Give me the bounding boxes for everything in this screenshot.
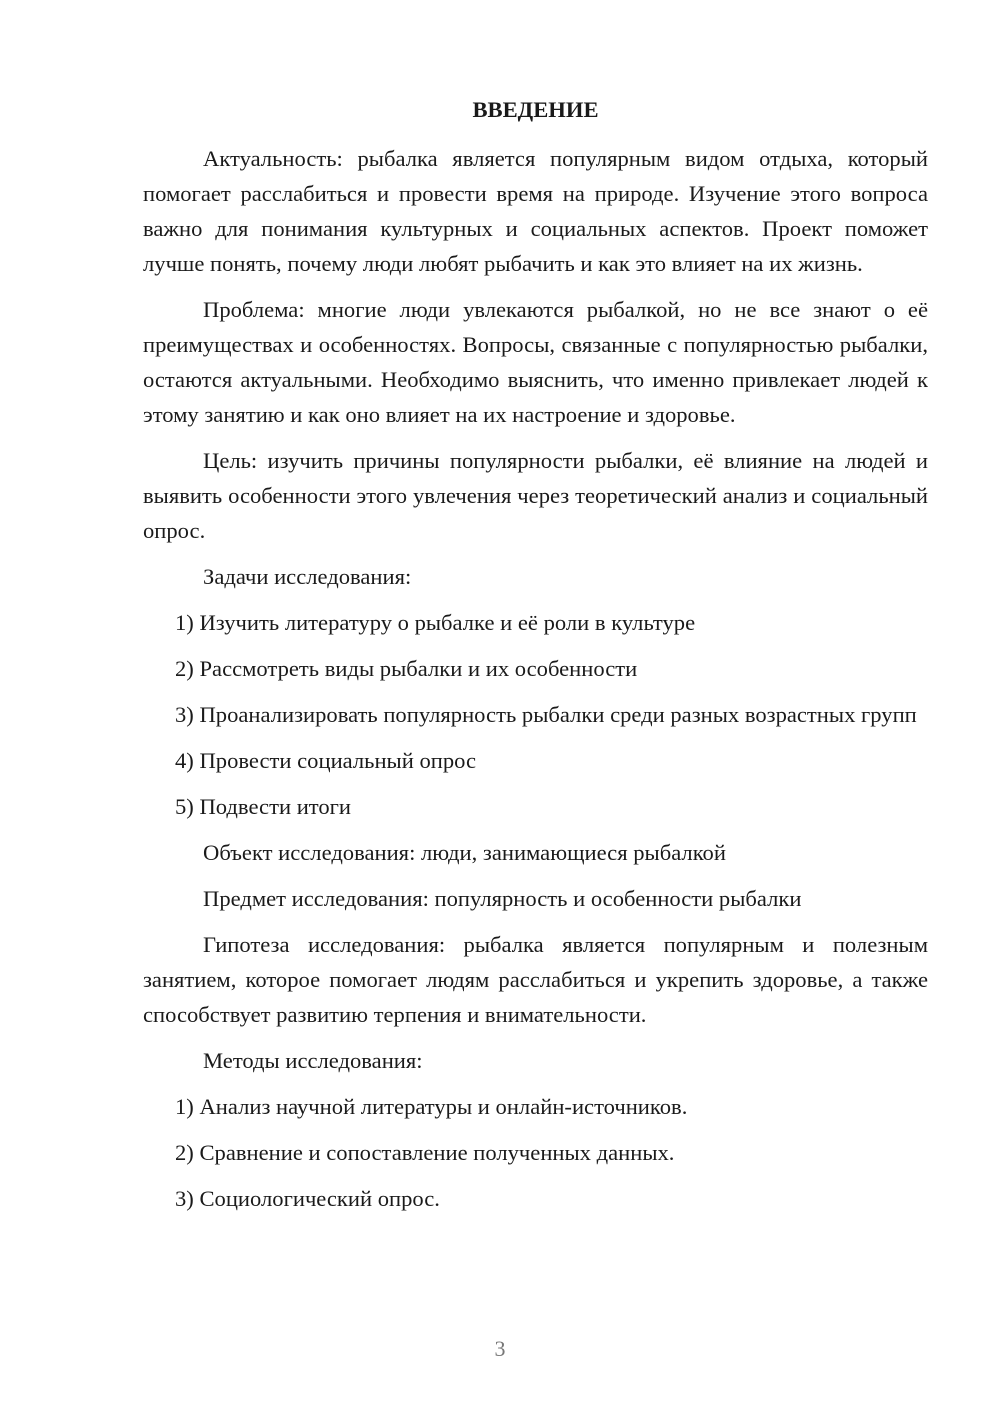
page-number: 3 xyxy=(494,1336,506,1361)
method-item-1: 1) Анализ научной литературы и онлайн-источников. xyxy=(175,1094,688,1119)
task-item-4: 4) Провести социальный опрос xyxy=(175,748,477,773)
research-subject: Предмет исследования: популярность и особенности рыбалки xyxy=(203,886,802,911)
task-item-3: 3) Проанализировать популярность рыбалки среди разных возрастных групп xyxy=(175,702,917,727)
task-item-5: 5) Подвести итоги xyxy=(175,794,352,819)
methods-title: Методы исследования: xyxy=(203,1048,423,1073)
problem-paragraph: Проблема: многие люди увлекаются рыбалкой, но не все знают о её преимуществах и особенностях. Вопросы, связанные с популярностью рыбалки, остаются актуальными. Необходимо выяснить, что именно привлекает людей к этому занятию и как оно влияет на их настроение и здоровье. xyxy=(143,297,928,427)
goal-paragraph: Цель: изучить причины популярности рыбалки, её влияние на людей и выявить особенности этого увлечения через теоретический анализ и социальный опрос. xyxy=(143,448,928,543)
section-heading: ВВЕДЕНИЕ xyxy=(472,97,599,122)
method-item-3: 3) Социологический опрос. xyxy=(175,1186,440,1211)
task-item-2: 2) Рассмотреть виды рыбалки и их особенности xyxy=(175,656,638,681)
hypothesis-paragraph: Гипотеза исследования: рыбалка является популярным и полезным занятием, которое помогает людям расслабиться и укрепить здоровье, а также способствует развитию терпения и внимательности. xyxy=(143,932,928,1027)
relevance-paragraph: Актуальность: рыбалка является популярным видом отдыха, который помогает расслабиться и провести время на природе. Изучение этого вопроса важно для понимания культурных и социальных аспектов. Проект поможет лучше понять, почему люди любят рыбачить и как это влияет на их жизнь. xyxy=(143,146,928,276)
tasks-title: Задачи исследования: xyxy=(203,564,412,589)
task-item-1: 1) Изучить литературу о рыбалке и её роли в культуре xyxy=(175,610,696,635)
method-item-2: 2) Сравнение и сопоставление полученных данных. xyxy=(175,1140,675,1165)
research-object: Объект исследования: люди, занимающиеся рыбалкой xyxy=(203,840,726,865)
page-content xyxy=(143,93,928,1227)
